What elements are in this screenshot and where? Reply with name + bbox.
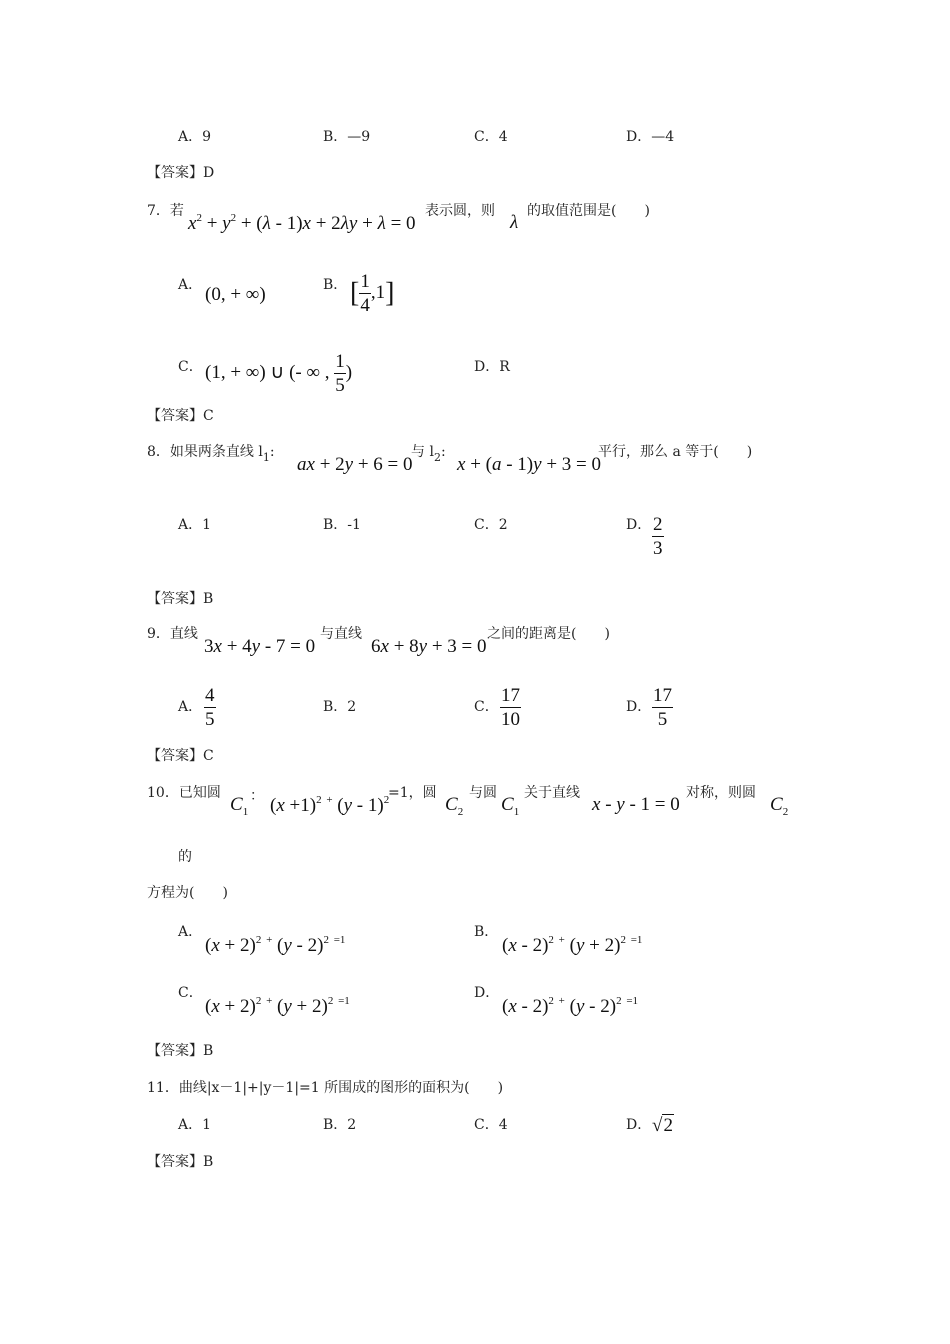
q10-option-c-math: $(x + 2)^2$ + $(y + 2)^2$ $^{=1}$: [205, 995, 350, 1017]
q10-option-a-label: A．: [178, 924, 203, 940]
q8-line-2-equation: x + (a - 1)y + 3 = 0: [457, 454, 602, 475]
q8-option-a: A．1: [178, 517, 212, 533]
q10-text-1: =1，圆: [388, 785, 437, 801]
q9-answer: 【答案】C: [147, 748, 214, 764]
q10-option-d-math: (x - 2)$^2$ + (y - 2)$^2$ $^{=1}$: [502, 995, 639, 1017]
q7-answer: 【答案】C: [147, 408, 214, 424]
q10-line-equation: x - y - 1 = 0: [592, 794, 680, 815]
q9-option-d-label: D．: [626, 699, 652, 715]
q8-option-b: B．-1: [323, 517, 361, 533]
q10-text-2: 与圆: [469, 785, 497, 801]
q6-option-b: B．—9: [323, 129, 371, 145]
q11-text: 11．曲线|x－1|+|y－1|=1 所围成的图形的面积为( ): [147, 1080, 504, 1096]
q9-option-c-label: C．: [474, 699, 499, 715]
q9-text-2: 之间的距离是( ): [487, 626, 610, 642]
q6-answer: 【答案】D: [147, 165, 215, 181]
q10-line-2: 方程为( ): [147, 885, 228, 901]
q9-option-a-math: $\frac{4}{5}$: [205, 685, 215, 730]
q7-lambda: λ: [510, 212, 519, 233]
q9-line-1-equation: 3x + 4y - 7 = 0: [204, 636, 316, 657]
q10-option-a-math: $(x + 2)^2$ + (y - 2)$^2$ $^{=1}$: [205, 934, 346, 956]
q10-option-d-label: D．: [474, 985, 500, 1001]
q7-option-d: D．R: [474, 359, 510, 375]
q8-number: 8．如果两条直线 $l_1$:: [147, 444, 275, 464]
q9-text-1: 与直线: [320, 626, 362, 642]
q11-option-a: A．1: [178, 1117, 212, 1133]
q7-option-c-math: (1, + ∞) ∪ (- ∞ , $\frac{1}{5}$ ): [205, 351, 353, 396]
q10-number: 10．已知圆: [147, 785, 221, 801]
q8-answer: 【答案】B: [147, 591, 214, 607]
q10-text-4: 对称，则圆: [686, 785, 756, 801]
q7-text-2: 的取值范围是( ): [527, 203, 650, 219]
q10-colon: ：: [250, 788, 264, 804]
q7-option-a-math: (0, + ∞): [205, 284, 266, 305]
q7-option-a-label: A．: [178, 277, 203, 293]
q7-option-b-label: B．: [323, 277, 348, 293]
q9-line-2-equation: 6x + 8y + 3 = 0: [371, 636, 487, 657]
q7-option-c-label: C．: [178, 359, 203, 375]
q9-number: 9．直线: [147, 626, 198, 642]
q8-option-d-label: D．: [626, 517, 652, 533]
q10-option-c-label: C．: [178, 985, 203, 1001]
q8-line-1-equation: ax + 2y + 6 = 0: [297, 454, 413, 475]
q10-c2-symbol-2: $C_2$: [770, 794, 789, 818]
q7-equation: $x^2 + y^2 + (\lambda - 1)x + 2\lambda y + \lambda = 0$: [188, 212, 416, 234]
q8-text-2: 平行，那么 a 等于( ): [598, 444, 753, 460]
q10-answer: 【答案】B: [147, 1043, 214, 1059]
q10-option-b-math: (x - 2)$^2$ + $(y + 2)^2$ $^{=1}$: [502, 934, 643, 956]
q8-text-1: 与 $l_2$:: [411, 444, 446, 464]
q9-option-a-label: A．: [178, 699, 203, 715]
q7-text-1: 表示圆，则: [425, 203, 495, 219]
q11-option-d-math: √2: [652, 1115, 673, 1136]
q8-option-d-math: $\frac{2}{3}$: [653, 514, 663, 559]
q10-option-b-label: B．: [474, 924, 499, 940]
q9-option-d-math: $\frac{17}{5}$: [653, 685, 672, 730]
q10-c1-symbol: $C_1$: [230, 794, 249, 818]
q7-number: 7．若: [147, 203, 184, 219]
q10-c1-symbol-2: $C_1$: [501, 794, 520, 818]
q7-option-b-math: [ $\frac{1}{4}$ ,1]: [350, 271, 395, 316]
q9-option-b: B．2: [323, 699, 357, 715]
q10-c1-equation: $(x +1)^2$ + (y - 1)$^2$: [270, 794, 390, 816]
q6-option-d: D．—4: [626, 129, 675, 145]
q11-option-c: C．4: [474, 1117, 508, 1133]
q10-c2-symbol: $C_2$: [445, 794, 464, 818]
q11-option-d-label: D．: [626, 1117, 652, 1133]
q9-option-c-math: $\frac{17}{10}$: [501, 685, 520, 730]
q10-de: 的: [178, 849, 192, 865]
q8-option-c: C．2: [474, 517, 508, 533]
q6-option-a: A．9: [178, 129, 212, 145]
q6-option-c: C．4: [474, 129, 508, 145]
q11-answer: 【答案】B: [147, 1154, 214, 1170]
q10-text-3: 关于直线: [524, 785, 580, 801]
q11-option-b: B．2: [323, 1117, 357, 1133]
